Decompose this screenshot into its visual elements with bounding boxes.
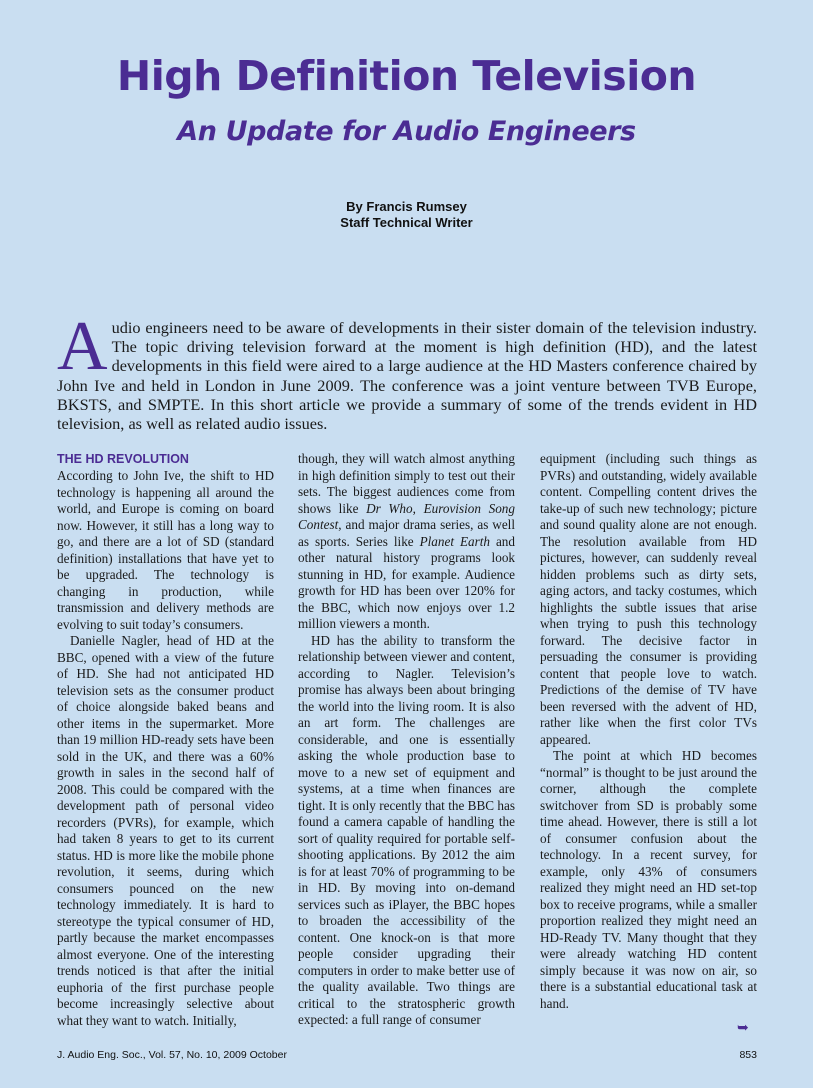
continue-arrow-icon: ➥ bbox=[737, 1020, 749, 1036]
body-paragraph-2 bbox=[57, 633, 274, 1029]
p2-end: million bbox=[298, 616, 337, 631]
p2-mid: sports. bbox=[309, 533, 350, 549]
p2-end: BBC, bbox=[314, 599, 351, 615]
p2-end: a bbox=[380, 616, 390, 631]
p2-end: been bbox=[401, 583, 432, 598]
p2-end: history bbox=[372, 550, 421, 565]
p2-end: programs bbox=[420, 550, 481, 565]
p2-end: now bbox=[390, 599, 420, 615]
p2-sep: , bbox=[412, 500, 424, 516]
author-role: Staff Technical Writer bbox=[340, 215, 473, 230]
p2-end: example. bbox=[406, 566, 461, 582]
byline bbox=[0, 199, 813, 231]
p2-text: definition bbox=[335, 467, 391, 483]
p2-mid: and bbox=[341, 517, 365, 532]
p2-end: 1.2 bbox=[491, 599, 516, 615]
p2-text: like bbox=[330, 500, 367, 516]
p2-text: to bbox=[430, 467, 445, 483]
p2-text: The bbox=[321, 484, 348, 499]
p2-mid: as bbox=[473, 517, 489, 532]
p2-end: for bbox=[494, 583, 515, 598]
article-subtitle: An Update for Audio Engineers bbox=[177, 116, 636, 147]
p2-mid: as bbox=[298, 533, 309, 549]
show-title-planet-earth: Earth bbox=[454, 533, 490, 549]
p2-text: out bbox=[466, 467, 488, 483]
p2-text: high bbox=[308, 467, 336, 483]
p2-end: other bbox=[298, 550, 326, 565]
p2-mid: major bbox=[364, 517, 400, 532]
p2-end: HD bbox=[355, 583, 380, 598]
p2-text: test bbox=[444, 467, 467, 483]
p2-text: in bbox=[298, 467, 309, 483]
p2-mid: drama bbox=[399, 517, 437, 532]
p2-text: anything bbox=[464, 451, 515, 466]
p2-end: Audience bbox=[460, 566, 515, 582]
p2-text: audiences bbox=[391, 484, 450, 499]
article-title: High Definition Television bbox=[116, 52, 697, 100]
p2-end: HD, bbox=[358, 566, 387, 582]
p2-mid: Series bbox=[349, 533, 388, 549]
p2-text: they bbox=[337, 451, 365, 466]
column-3 bbox=[540, 451, 757, 1012]
body-paragraph-3-cont: HD has the ability to transform the relationship between viewer and content, according to Nagler. Television’s promise has always been about bringing the world into the living room. It is also an art form. The challenges are considerable, and one is essentially asking the whole production base to move to a new set of equipment and systems, at a time when finances are tight. It is only recently that the BBC has found a camera capable of handling the sort of quality required for portable self-shooting applications. By 2012 the aim is for at least 70% of programming to be in HD. By moving into on-demand services such as iPlayer, the BBC hopes to broaden the accessibility of the content. One knock-on is that more people consider upgrading their computers in order to make better use of the quality available. Two things are critical to the stratospheric growth expected: a full range of consumer bbox=[298, 632, 516, 1027]
p2-end: has bbox=[379, 583, 402, 598]
body-paragraph-3-cont-cont: equipment (including such things as PVRs) and outstanding, widely available content. Compelling content drives the take-up of such new technology; picture and sound quality alone are not enough. The resolution available from HD pictures, however, can suddenly reveal hidden problems such as dirty sets, aging actors, and tacky costumes, which highlights the subtle issues that arise when trying to push this technology forward. The decisive factor in persuading the consumer is providing content that people love to watch. Predictions of the demise of TV have been reversed with the advent of HD, rather like when the first color TVs appeared. bbox=[540, 451, 758, 747]
p2-text: their bbox=[487, 467, 515, 483]
body-paragraph-2-cont bbox=[298, 451, 515, 633]
show-title-eurovision: Song bbox=[480, 500, 515, 516]
show-title-dr-who: Who bbox=[380, 500, 413, 516]
body-paragraph-4-cont-cont: The point at which HD becomes “normal” is thought to be just around the corner, although the complete switchover from SD is probably some time ahead. However, there is still a lot of consumer confusion about the technology. In a recent survey, for example, only 43% of consumers realized they might need an HD set-top box to receive programs, while a smaller proportion realized they might need an HD-Ready TV. Many thought that they were already watching HD content simply because it was now on air, so there is a substantial educational task at hand. bbox=[540, 748, 758, 1011]
p2-end: in bbox=[343, 566, 359, 582]
p2-text: simply bbox=[390, 467, 431, 483]
p2-end: the bbox=[298, 599, 315, 615]
show-title-eurovision: Contest bbox=[298, 517, 339, 532]
p2-end: for bbox=[335, 583, 356, 598]
p2-text: from bbox=[483, 484, 515, 499]
p2-end: natural bbox=[325, 550, 373, 565]
p2-end: over bbox=[431, 583, 460, 598]
p2-text: though, bbox=[298, 451, 338, 466]
drop-cap: A bbox=[57, 308, 108, 385]
p2-end: growth bbox=[298, 583, 336, 598]
p2-text: almost bbox=[425, 451, 465, 466]
p2-mid: series, bbox=[436, 517, 474, 532]
lede-text: udio engineers need to be aware of developments in their sister domain of the television industry. The topic driving television forward at the moment is high definition (HD), and the latest developments in this field were aired to a large audience at the HD Masters conference chaired by John Ive and held in London in June 2009. The conference was a joint venture between TVB Europe, BKSTS, and SMPTE. In this short article we provide a summary of some of the trends evident in HD television, as well as related audio issues. bbox=[57, 318, 757, 434]
p2-end: look bbox=[480, 550, 516, 565]
p2-mid: , bbox=[338, 517, 342, 532]
p2-end: which bbox=[350, 599, 391, 615]
p2-mid: well bbox=[488, 517, 515, 532]
p2-end: 120% bbox=[459, 583, 495, 598]
body-paragraph-1: According to John Ive, the shift to HD technology is happening all around the world, and Europe is coming on board now. However, it still has a long way to go, and there are a lot of SD (standard definition) installations that have yet to be upgraded. The technology is changing in production, while transmission and delivery methods are evolving to suit today’s consumers. bbox=[57, 468, 274, 632]
p2-end: stunning bbox=[298, 566, 344, 582]
p2-text: will bbox=[364, 451, 390, 466]
lede-paragraph bbox=[57, 308, 757, 434]
section-heading: THE HD REVOLUTION bbox=[57, 452, 189, 466]
p2-end: over bbox=[461, 599, 492, 615]
journal-citation: J. Audio Eng. Soc., Vol. 57, No. 10, 2009 October bbox=[57, 1049, 287, 1061]
p2-end: and bbox=[490, 533, 515, 549]
p2-text: shows bbox=[298, 500, 331, 516]
p2-text: come bbox=[449, 484, 484, 499]
p2-end: for bbox=[386, 566, 407, 582]
p2-text: sets. bbox=[298, 484, 322, 499]
p2-end: month. bbox=[389, 616, 430, 631]
author-name: By Francis Rumsey bbox=[346, 199, 467, 214]
p2-text: watch bbox=[389, 451, 426, 466]
show-title-planet-earth: Planet bbox=[419, 533, 455, 549]
p2-text: biggest bbox=[347, 484, 392, 499]
p2-text: Danielle Nagler, head of HD at the BBC, opened with a view of the future of HD. She had not anticipated HD television sets as the consumer product of choice alongside baked beans and other items in the supermarket. More than 19 million HD-ready sets have been sold in the UK, and there was a 60% growth in sales in the second half of 2008. This could be compared with the development path of personal video recorders (PVRs), for example, which had taken 8 years to get to its current status. HD is more like the mobile phone revolution, it seems, during which consumers pounced on the new technology immediately. It is hard to stereotype the typical consumer of HD, partly because the market encompasses almost everyone. One of the interesting trends noticed is that after the initial euphoria of the first purchase people become increasingly selective about what they want to watch. Initially, bbox=[57, 633, 274, 1028]
show-title-dr-who: Dr bbox=[366, 500, 381, 516]
p2-end: viewers bbox=[336, 616, 381, 631]
column-2 bbox=[298, 451, 515, 1029]
show-title-eurovision: Eurovision bbox=[423, 500, 481, 516]
page-number: 853 bbox=[739, 1049, 757, 1061]
column-1 bbox=[57, 451, 274, 1029]
p2-end: enjoys bbox=[419, 599, 462, 615]
p2-mid: like bbox=[387, 533, 420, 549]
